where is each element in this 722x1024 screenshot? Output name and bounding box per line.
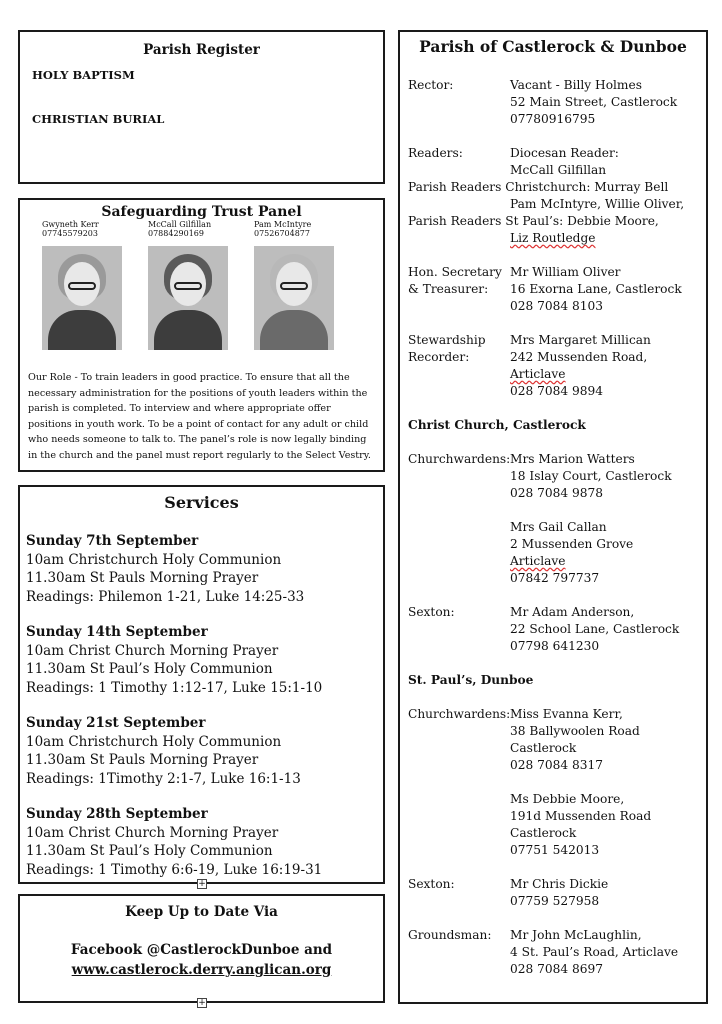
service-readings: Readings: 1 Timothy 1:12-17, Luke 15:1-10 <box>26 679 323 696</box>
warden-line: 38 Ballywoolen Road <box>510 724 640 738</box>
readers-stpauls: Parish Readers St Paul’s: Debbie Moore, <box>408 214 659 228</box>
rector-line: 52 Main Street, Castlerock <box>510 95 678 109</box>
warden-line: 2 Mussenden Grove <box>510 537 634 551</box>
readers-label: Readers: <box>408 146 463 160</box>
service-entry <box>26 623 377 697</box>
warden-line: 028 7084 9878 <box>510 486 604 500</box>
wardens-label: Churchwardens: <box>408 452 511 466</box>
warden-line: Castlerock <box>510 826 577 840</box>
christchurch-wardens-row <box>408 451 698 587</box>
rector-line: 07780916795 <box>510 112 596 126</box>
warden-line: 07842 797737 <box>510 571 600 585</box>
parish-title: Parish of Castlerock & Dunboe <box>419 37 687 56</box>
sexton-line: Mr Chris Dickie <box>510 877 609 891</box>
service-readings: Readings: 1 Timothy 6:6-19, Luke 16:19-31 <box>26 861 323 878</box>
warden-line: Mrs Gail Callan <box>510 520 607 534</box>
sexton-label: Sexton: <box>408 605 455 619</box>
sexton-line: Mr Adam Anderson, <box>510 605 635 619</box>
stewardship-line: 242 Mussenden Road, <box>510 350 648 364</box>
register-title: Parish Register <box>143 42 260 58</box>
member-phone: 07745579203 <box>42 229 98 238</box>
readers-christchurch: Parish Readers Christchurch: Murray Bell <box>408 180 669 194</box>
member-phone: 07526704877 <box>254 229 310 238</box>
readers-row <box>408 145 698 179</box>
groundsman-label: Groundsman: <box>408 928 492 942</box>
member-phone: 07884290169 <box>148 229 204 238</box>
service-entry <box>26 805 377 879</box>
rector-label: Rector: <box>408 78 454 92</box>
wardens-label: Churchwardens: <box>408 707 511 721</box>
secretary-label: & Treasurer: <box>408 282 489 296</box>
text-box-handle-icon[interactable]: + <box>198 998 206 1008</box>
service-line: 11.30am St Pauls Morning Prayer <box>26 570 259 586</box>
text-box-handle-icon[interactable]: + <box>198 879 206 889</box>
christchurch-heading: Christ Church, Castlerock <box>408 418 586 432</box>
services-box <box>18 485 385 884</box>
website-link[interactable]: www.castlerock.derry.anglican.org <box>71 962 332 978</box>
warden-line: Ms Debbie Moore, <box>510 792 625 806</box>
panel-role-text: Our Role - To train leaders in good practice. To ensure that all the necessary administration for the positions of youth leaders within the parish is completed. To interview and where appropriate offer positions in youth work. To be a point of contact for any adult or child who needs someone to talk to. The panel’s role is now legally binding in the church and the panel must report regularly to the Select Vestry. <box>28 372 371 461</box>
service-line: 11.30am St Paul’s Holy Communion <box>26 843 273 859</box>
readers-christchurch-more: Pam McIntyre, Willie Oliver, <box>510 197 685 211</box>
member-photo <box>254 246 334 350</box>
services-title: Services <box>164 493 239 512</box>
groundsman-line: 4 St. Paul’s Road, Articlave <box>510 945 679 959</box>
groundsman-line: Mr John McLaughlin, <box>510 928 642 942</box>
member-name: Pam McIntyre <box>254 220 312 229</box>
stpauls-heading: St. Paul’s, Dunboe <box>408 673 534 687</box>
service-line: 11.30am St Pauls Morning Prayer <box>26 752 259 768</box>
keep-up-title: Keep Up to Date Via <box>125 904 278 920</box>
register-entry-baptism: HOLY BAPTISM <box>32 68 135 82</box>
christchurch-sexton-row <box>408 604 698 655</box>
readers-line: McCall Gilfillan <box>510 163 607 177</box>
sexton-line: 07798 641230 <box>510 639 600 653</box>
groundsman-line: 028 7084 8697 <box>510 962 604 976</box>
secretary-line: 028 7084 8103 <box>510 299 604 313</box>
readers-stpauls-more: Liz Routledge <box>510 231 596 245</box>
stewardship-line: Articlave <box>510 367 566 381</box>
member-photo <box>42 246 122 350</box>
stpauls-wardens-row <box>408 706 698 859</box>
service-line: 10am Christ Church Morning Prayer <box>26 824 279 841</box>
stewardship-row <box>408 332 698 400</box>
service-readings: Readings: 1Timothy 2:1-7, Luke 16:1-13 <box>26 770 301 787</box>
safeguarding-title: Safeguarding Trust Panel <box>101 204 302 220</box>
service-line: 10am Christ Church Morning Prayer <box>26 642 279 659</box>
stewardship-line: 028 7084 9894 <box>510 384 604 398</box>
parish-register-box <box>18 30 385 184</box>
secretary-line: Mr William Oliver <box>510 265 621 279</box>
member-photo <box>148 246 228 350</box>
safeguarding-panel-box <box>18 198 385 472</box>
warden-line: Miss Evanna Kerr, <box>510 707 623 721</box>
service-day: Sunday 28th September <box>26 806 208 822</box>
sexton-line: 22 School Lane, Castlerock <box>510 622 680 636</box>
secretary-line: 16 Exorna Lane, Castlerock <box>510 282 682 296</box>
readers-line: Diocesan Reader: <box>510 146 619 160</box>
warden-line: Mrs Marion Watters <box>510 452 635 466</box>
sexton-line: 07759 527958 <box>510 894 600 908</box>
member-name: Gwyneth Kerr <box>42 220 99 229</box>
panel-member <box>42 220 142 350</box>
stewardship-label: Stewardship <box>408 333 486 347</box>
service-day: Sunday 7th September <box>26 533 199 549</box>
service-line: 10am Christchurch Holy Communion <box>26 733 282 750</box>
panel-member <box>148 220 248 350</box>
warden-line: 191d Mussenden Road <box>510 809 652 823</box>
service-line: 11.30am St Paul’s Holy Communion <box>26 661 273 677</box>
panel-member <box>254 220 354 350</box>
groundsman-row <box>408 927 698 978</box>
stewardship-line: Mrs Margaret Millican <box>510 333 651 347</box>
service-entry <box>26 532 377 606</box>
service-line: 10am Christchurch Holy Communion <box>26 551 282 568</box>
panel-members <box>28 220 375 350</box>
rector-line: Vacant - Billy Holmes <box>510 78 642 92</box>
sexton-label: Sexton: <box>408 877 455 891</box>
warden-line: Articlave <box>510 554 566 568</box>
stewardship-label: Recorder: <box>408 350 470 364</box>
warden-line: Castlerock <box>510 741 577 755</box>
service-day: Sunday 14th September <box>26 624 208 640</box>
service-readings: Readings: Philemon 1-21, Luke 14:25-33 <box>26 588 305 605</box>
register-entry-burial: CHRISTIAN BURIAL <box>32 112 165 126</box>
rector-row <box>408 77 698 128</box>
service-entry <box>26 714 377 788</box>
parish-contacts-box <box>398 30 708 1004</box>
keep-up-box <box>18 894 385 1003</box>
member-name: McCall Gilfillan <box>148 220 212 229</box>
warden-line: 028 7084 8317 <box>510 758 604 772</box>
facebook-text: Facebook @CastlerockDunboe and <box>70 942 333 958</box>
warden-line: 18 Islay Court, Castlerock <box>510 469 672 483</box>
service-day: Sunday 21st September <box>26 715 206 731</box>
warden-line: 07751 542013 <box>510 843 600 857</box>
secretary-row <box>408 264 698 315</box>
secretary-label: Hon. Secretary <box>408 265 502 279</box>
stpauls-sexton-row <box>408 876 698 910</box>
